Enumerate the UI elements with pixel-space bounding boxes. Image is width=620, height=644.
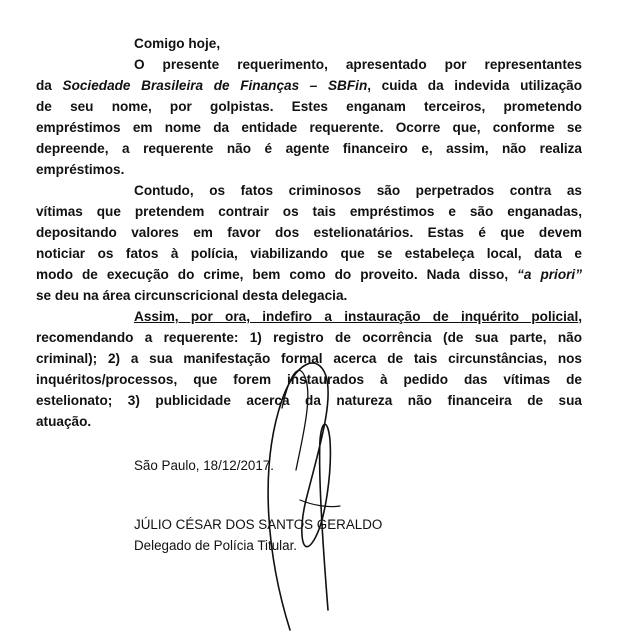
paragraph-2-line-4: noticiar os fatos à polícia, viabilizando que se estabeleça local, data e — [36, 246, 582, 261]
paragraph-1-line-6: empréstimos. — [36, 162, 125, 177]
paragraph-2-line-1: Contudo, os fatos criminosos são perpetrados contra as — [134, 183, 582, 198]
signatory-name: JÚLIO CÉSAR DOS SANTOS GERALDO — [134, 517, 383, 532]
paragraph-2-line-3: depositando valores em favor dos estelionatários. Estas é que devem — [36, 225, 582, 240]
paragraph-2-line-6: se deu na área circunscricional desta delegacia. — [36, 288, 348, 303]
paragraph-1-line-4: empréstimos em nome da entidade requerente. Ocorre que, conforme se — [36, 120, 582, 135]
paragraph-3-line-4: inquéritos/processos, que forem instaurados à pedido das vítimas de — [36, 372, 582, 387]
entity-name: Sociedade Brasileira de Finanças – SBFin — [62, 78, 368, 93]
latin-phrase: “a priori” — [517, 267, 582, 282]
decision-text: Assim, por ora, indefiro a instauração de inquérito policial — [134, 309, 579, 324]
paragraph-3-line-5: estelionato; 3) publicidade acerca da natureza não financeira de sua — [36, 393, 582, 408]
paragraph-3-line-3: criminal); 2) a sua manifestação formal acerca de tais circunstâncias, nos — [36, 351, 582, 366]
paragraph-2-line-5: modo de execução do crime, bem como do proveito. Nada disso, “a priori” — [36, 267, 582, 282]
greeting: Comigo hoje, — [134, 36, 221, 51]
paragraph-3-line-2: recomendando a requerente: 1) registro de ocorrência (de sua parte, não — [36, 330, 582, 345]
paragraph-3-line-6: atuação. — [36, 414, 92, 429]
paragraph-1-line-5: depreende, a requerente não é agente financeiro e, assim, não realiza — [36, 141, 582, 156]
signatory-title: Delegado de Polícia Titular. — [134, 538, 298, 553]
paragraph-1-line-1: O presente requerimento, apresentado por representantes — [134, 57, 582, 72]
date-line: São Paulo, 18/12/2017. — [134, 458, 274, 473]
paragraph-2-line-2: vítimas que pretendem contrair os tais empréstimos e são enganadas, — [36, 204, 582, 219]
paragraph-1-line-3: de seu nome, por golpistas. Estes enganam terceiros, prometendo — [36, 99, 582, 114]
paragraph-3-line-1: Assim, por ora, indefiro a instauração de inquérito policial, — [134, 309, 582, 324]
paragraph-1-line-2: da Sociedade Brasileira de Finanças – SBFin, cuida da indevida utilização — [36, 78, 583, 93]
